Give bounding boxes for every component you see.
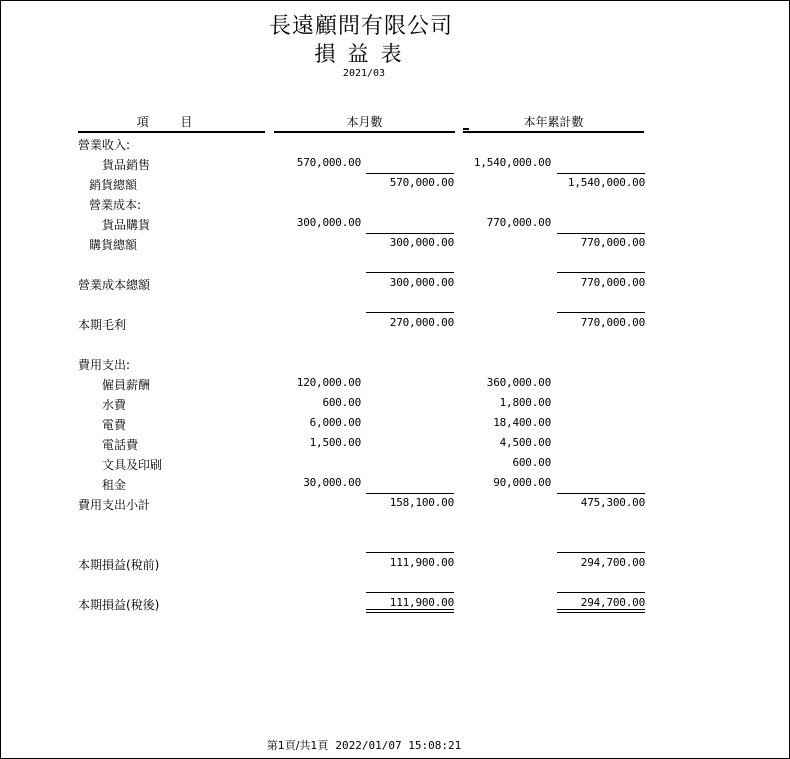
row-label: 貨品銷售 [102,158,151,172]
header-tick-mark [463,128,469,130]
month-detail-value: 300,000.00 [296,216,361,229]
month-detail-value: 120,000.00 [296,376,361,389]
ytd-detail-value: 600.00 [512,456,551,469]
month-detail-value: 1,500.00 [309,436,361,449]
row-label: 租金 [102,478,127,492]
row-stationery [1,456,790,472]
row-operating-revenue [1,136,790,152]
row-total-operating-cost [1,276,790,292]
ytd-detail-value: 770,000.00 [486,216,551,229]
row-label: 電費 [102,418,127,432]
row-expense-subtotal [1,496,790,512]
ytd-total-value: 475,300.00 [580,496,645,509]
ytd-total-value: 770,000.00 [580,236,645,249]
ytd-total-value: 770,000.00 [580,316,645,329]
subtotal-rule [557,552,645,553]
row-label: 費用支出小計 [78,498,151,512]
row-expenses [1,356,790,372]
subtotal-rule [557,312,645,313]
double-underline-bottom [366,612,454,613]
row-label: 本期損益(稅前) [78,558,160,572]
subtotal-rule [366,493,454,494]
ytd-detail-value: 90,000.00 [493,476,551,489]
row-total-purchase [1,236,790,252]
row-label: 費用支出: [78,358,131,372]
subtotal-rule [366,173,454,174]
month-total-value: 111,900.00 [389,596,454,609]
subtotal-rule [366,233,454,234]
ytd-total-value: 294,700.00 [580,556,645,569]
ytd-total-value: 770,000.00 [580,276,645,289]
row-rent [1,476,790,492]
row-electricity [1,416,790,432]
row-label: 營業成本: [89,198,142,212]
month-total-value: 270,000.00 [389,316,454,329]
column-header-item: 項 目 [78,113,265,133]
double-underline-top [366,609,454,610]
row-label: 本期損益(稅後) [78,598,160,612]
row-label: 水費 [102,398,127,412]
ytd-detail-value: 4,500.00 [499,436,551,449]
page-number: 第1頁/共1頁 [266,739,329,752]
subtotal-rule [557,272,645,273]
row-label: 僱員薪酬 [102,378,151,392]
ytd-detail-value: 1,800.00 [499,396,551,409]
subtotal-rule [366,592,454,593]
row-label: 購貨總額 [89,238,138,252]
ytd-detail-value: 18,400.00 [493,416,551,429]
month-detail-value: 600.00 [322,396,361,409]
subtotal-rule [366,312,454,313]
month-total-value: 158,100.00 [389,496,454,509]
row-label: 營業收入: [78,138,131,152]
double-underline-top [557,609,645,610]
subtotal-rule [557,592,645,593]
subtotal-rule [557,233,645,234]
row-gross-profit [1,316,790,332]
row-label: 文具及印刷 [102,458,163,472]
row-label: 本期毛利 [78,318,127,332]
row-goods-sales [1,156,790,172]
row-label: 營業成本總額 [78,278,151,292]
month-total-value: 300,000.00 [389,276,454,289]
row-water [1,396,790,412]
ytd-total-value: 1,540,000.00 [567,176,645,189]
row-label: 銷貨總額 [89,178,138,192]
month-detail-value: 30,000.00 [303,476,361,489]
row-pretax-profit [1,556,790,572]
month-detail-value: 6,000.00 [309,416,361,429]
row-label: 貨品購貨 [102,218,151,232]
print-timestamp: 2022/01/07 15:08:21 [335,739,462,752]
row-operating-cost [1,196,790,212]
ytd-detail-value: 1,540,000.00 [473,156,551,169]
ytd-total-value: 294,700.00 [580,596,645,609]
row-label: 電話費 [102,438,139,452]
report-title: 損益表 [314,42,414,66]
company-name: 長遠顧問有限公司 [268,14,453,39]
double-underline-bottom [557,612,645,613]
column-header-month: 本月數 [274,113,455,133]
subtotal-rule [557,493,645,494]
page-footer [1,737,727,753]
month-total-value: 111,900.00 [389,556,454,569]
month-total-value: 300,000.00 [389,236,454,249]
row-goods-purchase [1,216,790,232]
row-total-sales [1,176,790,192]
report-period: 2021/03 [342,68,386,79]
column-header-ytd: 本年累計數 [463,113,644,133]
ytd-detail-value: 360,000.00 [486,376,551,389]
subtotal-rule [557,173,645,174]
row-telephone [1,436,790,452]
month-total-value: 570,000.00 [389,176,454,189]
row-salaries [1,376,790,392]
subtotal-rule [366,272,454,273]
subtotal-rule [366,552,454,553]
month-detail-value: 570,000.00 [296,156,361,169]
